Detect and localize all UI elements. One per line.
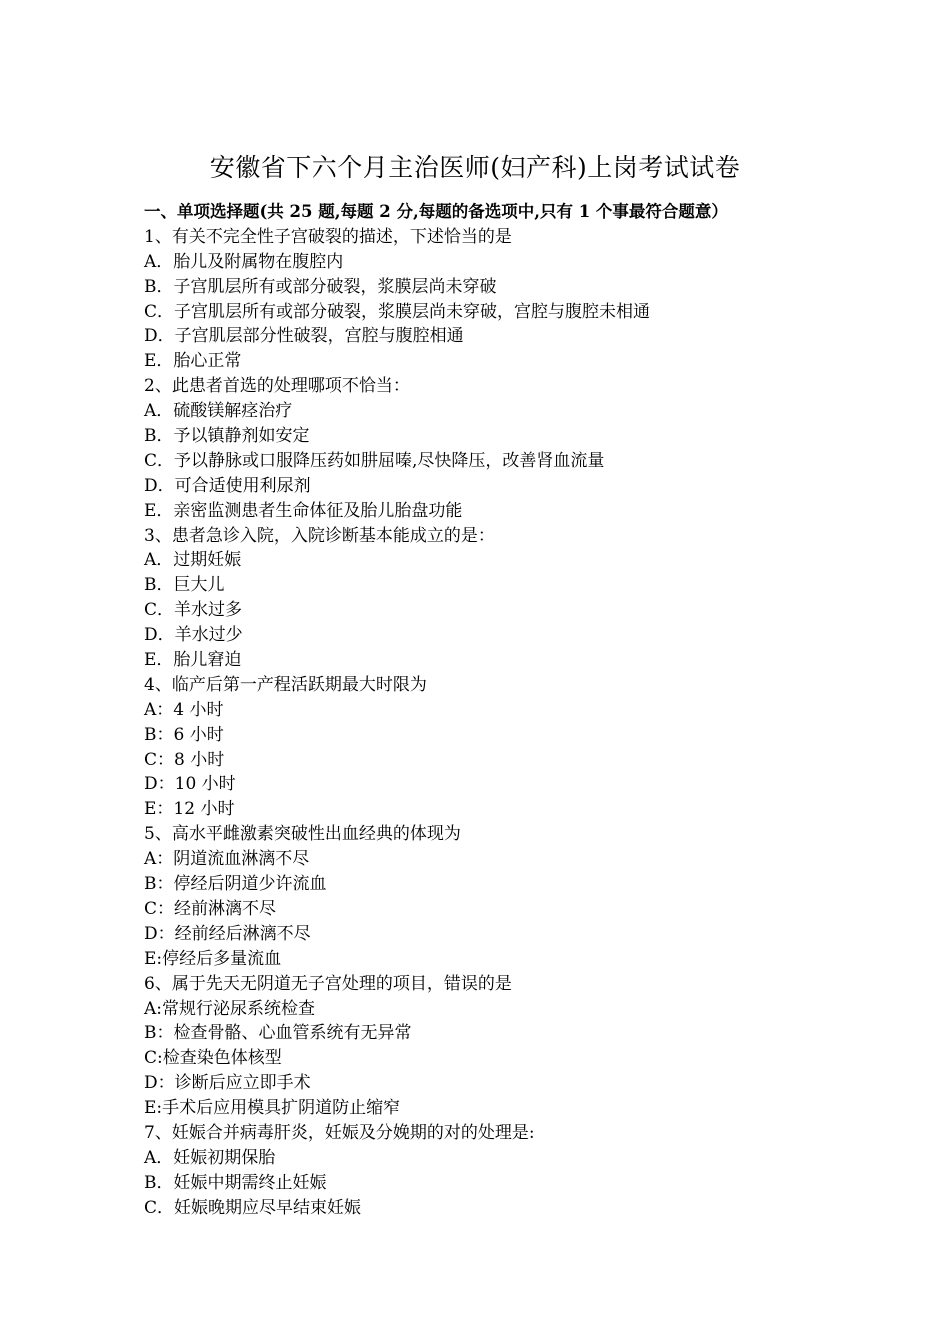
answer-option: A．胎儿及附属物在腹腔内: [144, 251, 344, 272]
answer-option: D：经前经后淋漓不尽: [144, 923, 311, 944]
question-stem: 4、临产后第一产程活跃期最大时限为: [144, 674, 427, 695]
answer-option: A:常规行泌尿系统检查: [144, 998, 316, 1019]
answer-option: D．可合适使用利尿剂: [144, 475, 311, 496]
answer-option: B．予以镇静剂如安定: [144, 426, 310, 447]
answer-option: D．子宫肌层部分性破裂，宫腔与腹腔相通: [144, 326, 464, 347]
answer-option: B：检查骨骼、心血管系统有无异常: [144, 1023, 412, 1044]
answer-option: C：经前淋漓不尽: [144, 898, 277, 919]
answer-option: C．妊娠晚期应尽早结束妊娠: [144, 1197, 362, 1218]
answer-option: C．子宫肌层所有或部分破裂，浆膜层尚未穿破，宫腔与腹腔未相通: [144, 301, 651, 322]
answer-option: C．予以静脉或口服降压药如肼屈嗪,尽快降压，改善肾血流量: [144, 450, 605, 471]
answer-option: E．胎心正常: [144, 351, 242, 372]
question-stem: 6、属于先天无阴道无子宫处理的项目，错误的是: [144, 973, 512, 994]
answer-option: E:手术后应用模具扩阴道防止缩窄: [144, 1098, 401, 1119]
question-stem: 3、患者急诊入院，入院诊断基本能成立的是：: [144, 525, 495, 546]
answer-option: D：10 小时: [144, 774, 236, 795]
question-stem: 1、有关不完全性子宫破裂的描述，下述恰当的是: [144, 226, 512, 247]
answer-option: E：12 小时: [144, 799, 235, 820]
answer-option: E．胎儿窘迫: [144, 650, 242, 671]
answer-option: C:检查染色体核型: [144, 1048, 282, 1069]
answer-option: A：阴道流血淋漓不尽: [144, 849, 310, 870]
answer-option: C：8 小时: [144, 749, 225, 770]
answer-option: B：6 小时: [144, 724, 224, 745]
answer-option: E．亲密监测患者生命体征及胎儿胎盘功能: [144, 500, 463, 521]
document-body: [144, 200, 844, 1221]
answer-option: D：诊断后应立即手术: [144, 1073, 311, 1094]
answer-option: A．硫酸镁解痉治疗: [144, 401, 293, 422]
answer-option: A：4 小时: [144, 699, 224, 720]
answer-option: B：停经后阴道少许流血: [144, 874, 327, 895]
answer-option: A．过期妊娠: [144, 550, 242, 571]
section-heading: 一、单项选择题(共 25 题,每题 2 分,每题的备选项中,只有 1 个事最符合题意）: [144, 202, 728, 221]
question-list: [144, 225, 844, 1221]
answer-option: B．妊娠中期需终止妊娠: [144, 1172, 327, 1193]
question-stem: 2、此患者首选的处理哪项不恰当：: [144, 376, 410, 397]
document-title: 安徽省下六个月主治医师(妇产科)上岗考试试卷: [209, 153, 741, 182]
answer-option: C．羊水过多: [144, 600, 243, 621]
answer-option: A．妊娠初期保胎: [144, 1147, 276, 1168]
answer-option: E:停经后多量流血: [144, 948, 282, 969]
answer-option: B．子宫肌层所有或部分破裂，浆膜层尚未穿破: [144, 276, 497, 297]
answer-option: B．巨大儿: [144, 575, 225, 596]
answer-option: D．羊水过少: [144, 625, 243, 646]
question-stem: 7、妊娠合并病毒肝炎，妊娠及分娩期的对的处理是:: [144, 1122, 535, 1143]
question-stem: 5、高水平雌激素突破性出血经典的体现为: [144, 824, 461, 845]
